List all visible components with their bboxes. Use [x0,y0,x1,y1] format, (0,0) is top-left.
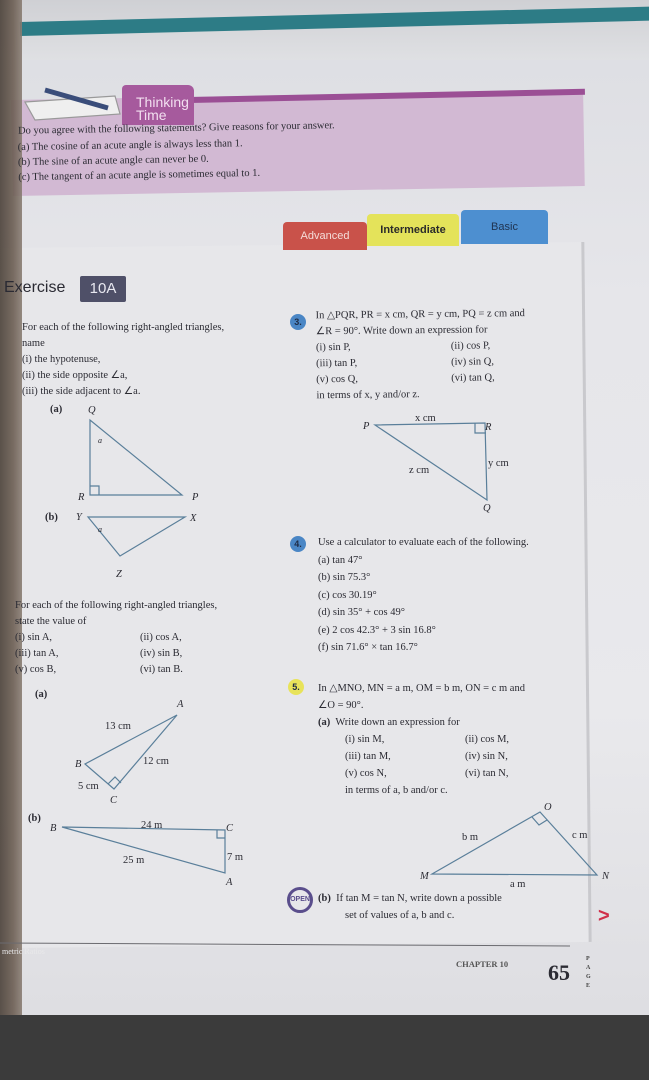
q5-triangle [420,800,620,890]
pen-notebook-icon [20,82,125,122]
open-question-badge: OPEN [287,887,313,913]
svg-text:5 cm: 5 cm [78,781,99,792]
svg-text:O: O [544,802,552,813]
svg-text:X: X [190,513,197,524]
svg-text:A: A [177,699,184,710]
footer-chapter: CHAPTER 10 [456,959,509,969]
svg-text:C: C [110,795,118,806]
question-3-number: 3. [290,314,306,330]
tt-item: (a) The cosine of an acute angle is always less than 1. [17,138,243,154]
next-page-arrow[interactable]: > [598,905,610,927]
triangle-pqr [90,420,182,495]
svg-text:x cm: x cm [415,413,436,424]
page-word: PAGE [586,956,591,989]
svg-text:c m: c m [572,830,588,841]
svg-text:A: A [226,877,233,888]
triangle-abc-b [62,827,225,873]
svg-text:P: P [363,421,370,432]
tab-intermediate[interactable]: Intermediate [367,214,459,246]
svg-text:a: a [98,436,102,445]
exercise-code-badge: 10A [80,276,126,302]
q3-triangle [355,410,535,520]
question-5-number: 5. [288,679,304,695]
svg-text:13 cm: 13 cm [105,721,131,732]
tt-item: (c) The tangent of an acute angle is sometimes equal to 1. [18,167,261,184]
svg-text:(b): (b) [45,512,58,523]
triangle-pqr-3 [375,423,487,500]
triangle-mno [432,812,597,875]
svg-text:24 m: 24 m [141,820,163,831]
thinking-time-items [18,136,261,185]
page-number: 65 [548,960,570,985]
svg-text:M: M [420,871,429,882]
svg-text:B: B [75,759,82,770]
svg-text:z cm: z cm [409,465,430,476]
svg-text:(a): (a) [50,404,63,415]
tab-basic[interactable]: Basic [461,210,548,244]
footer-chapter-title: metric Ratios [2,947,45,956]
svg-text:C: C [226,823,234,834]
question-5: In △MNO, MN = a m, OM = b m, ON = c m and ∠O = 90°. (a) Write down an expression for (i) sin M, (ii) cos M, (iii) tan M, (iv) sin N, (v) cos N, (vi) tan N, in terms of a, b and/or c. [318,683,525,796]
svg-text:Q: Q [88,405,96,416]
thinking-time-title [136,96,189,122]
tab-advanced[interactable]: Advanced [283,222,367,250]
question-2: For each of the following right-angled triangles, state the value of (i) sin A, (ii) cos A, (iii) tan A, (iv) sin B, (v) cos B, (vi) tan B. [15,600,218,675]
svg-text:R: R [485,422,492,433]
triangle-abc-a [85,715,177,789]
svg-text:12 cm: 12 cm [143,756,169,767]
question-3: In △PQR, PR = x cm, QR = y cm, PQ = z cm and ∠R = 90°. Write down an expression for (i) sin P, (ii) cos P, (iii) tan P, (iv) sin Q, (v) cos Q, (vi) tan Q, in terms of x, y and/or z. [315,308,525,402]
svg-text:7 m: 7 m [227,852,244,863]
svg-text:25 m: 25 m [123,855,145,866]
question-1: For each of the following right-angled triangles, name (i) the hypotenuse, (ii) the side opposite ∠a, (iii) the side adjacent to ∠a. [22,322,225,397]
thinking-time-prompt: Do you agree with the following statements? Give reasons for your answer. [17,120,335,137]
svg-text:Y: Y [76,512,82,523]
svg-text:a: a [98,525,102,534]
svg-text:a m: a m [510,879,526,890]
triangle-xyz [88,517,185,556]
svg-text:(a): (a) [35,689,48,700]
q1-triangles [30,400,220,580]
title-line1: Thinking [136,94,189,110]
svg-text:R: R [78,492,85,503]
question-4: Use a calculator to evaluate each of the following. (a) tan 47° (b) sin 75.3° (c) cos 30.19° (d) sin 35° + cos 49° (e) 2 cos 42.3° + 3 sin 16.8° (f) sin 71.6° × tan 16.7° [318,537,529,653]
svg-text:N: N [602,871,610,882]
tt-item: (b) The sine of an acute angle can never be 0. [17,153,209,169]
q2-triangles [20,685,260,895]
exercise-label: Exercise [4,279,66,296]
question-4-number: 4. [290,536,306,552]
title-line2: Time [136,107,167,123]
svg-text:B: B [50,823,57,834]
question-5b: (b) If tan M = tan N, write down a possible set of values of a, b and c. [318,893,502,921]
svg-text:Z: Z [116,569,122,580]
svg-text:Q: Q [483,503,491,514]
svg-text:(b): (b) [28,813,41,824]
svg-text:b m: b m [462,832,479,843]
svg-text:y cm: y cm [488,458,509,469]
svg-text:P: P [192,492,199,503]
